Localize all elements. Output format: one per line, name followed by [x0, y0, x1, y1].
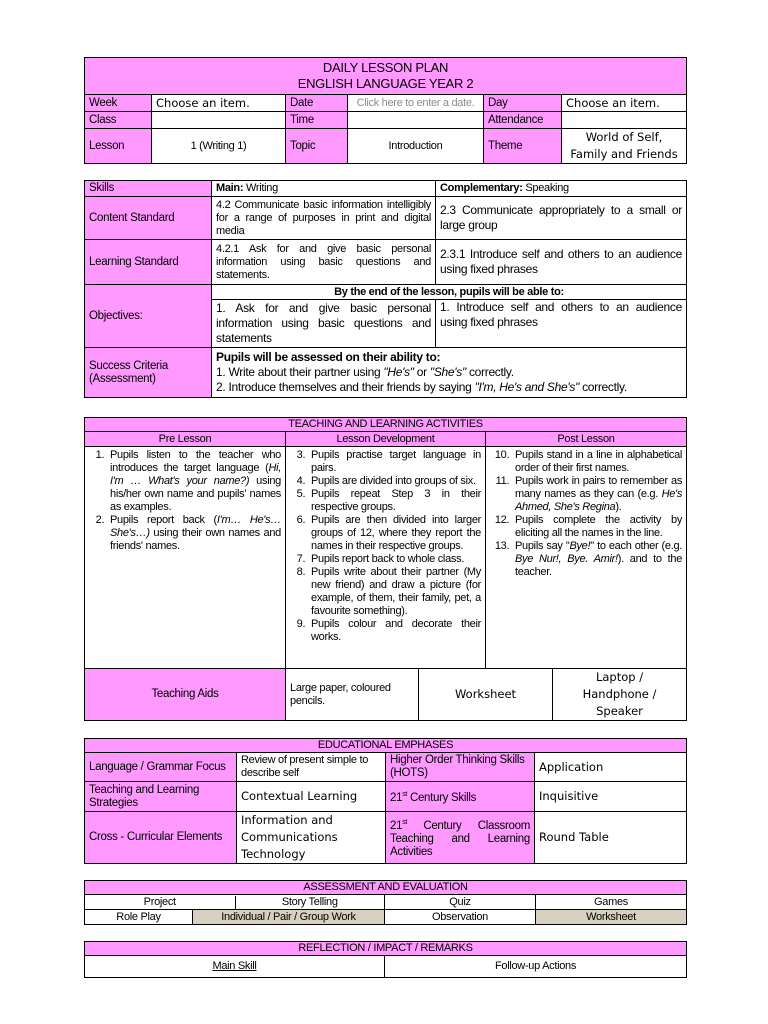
learning-standard-comp: 2.3.1 Introduce self and others to an audience using fixed phrases: [436, 240, 687, 285]
main-skill: [212, 181, 436, 197]
topic-label: Topic: [286, 129, 348, 164]
grammar-focus-label: Language / Grammar Focus: [85, 753, 237, 782]
post-step-13-bye: Bye!: [569, 540, 591, 552]
plan-title: [85, 58, 687, 95]
emphases-table: [84, 738, 686, 864]
assessment-quiz[interactable]: Quiz: [385, 895, 536, 910]
assessment-worksheet[interactable]: Worksheet: [536, 910, 687, 925]
success-1-hes: "He's": [383, 365, 414, 379]
post-step-12: 12. Pupils complete the activity by eliciting all the names in the line.: [512, 514, 682, 540]
cross-curricular-label: Cross - Curricular Elements: [85, 812, 237, 864]
post-step-11-end: ).: [615, 501, 622, 513]
follow-up-heading: Follow-up Actions: [385, 956, 687, 978]
classroom-activities-num: 21: [390, 819, 403, 832]
main-skill-value: Writing: [243, 182, 278, 194]
complementary-skill: [436, 181, 687, 197]
pre-step-1: [107, 449, 281, 514]
classroom-activities-value: Round Table: [535, 812, 687, 864]
success-label-line1: Success Criteria: [89, 359, 168, 372]
assessment-row-1-left: [85, 895, 385, 910]
century-skills-text: Century Skills: [407, 791, 477, 804]
dev-step-4: 4. Pupils are divided into groups of six.: [308, 475, 481, 488]
theme-line2: Family and Friends: [570, 147, 678, 161]
content-standard-label: Content Standard: [85, 197, 212, 240]
theme-line1: World of Self,: [585, 130, 663, 144]
comp-skill-value: Speaking: [522, 182, 569, 194]
cross-curricular-line1: Information and: [241, 813, 333, 827]
post-step-11-text: Pupils work in pairs to remember as many names as they can (e.g.: [515, 475, 683, 500]
success-2-text: 2. Introduce themselves and their friends by saying: [216, 380, 475, 394]
week-dropdown[interactable]: Choose an item.: [152, 95, 286, 112]
post-step-13-phrase: Bye Nur!, Bye. Amir!: [515, 553, 618, 565]
teaching-aid-worksheet: Worksheet: [419, 669, 553, 721]
success-criteria: [212, 348, 687, 398]
objective-main: 1. Ask for and give basic personal information using basic questions and statements: [212, 300, 436, 348]
cross-curricular-line2: Communications: [241, 830, 338, 844]
main-skill-prefix: Main:: [216, 182, 244, 194]
assessment-games[interactable]: Games: [536, 895, 687, 910]
century-skills-sup: st: [402, 791, 408, 799]
theme-label: Theme: [484, 129, 562, 164]
time-field[interactable]: [348, 112, 484, 129]
date-label: Date: [286, 95, 348, 112]
hots-value: Application: [535, 753, 687, 782]
class-label: Class: [85, 112, 152, 129]
objectives-label: Objectives:: [85, 285, 212, 348]
success-1-shes: "She's": [429, 365, 466, 379]
week-label: Week: [85, 95, 152, 112]
teaching-aid-devices-line2: Handphone /: [582, 687, 657, 701]
pre-step-2-end: using their own names and friends' names.: [110, 527, 281, 552]
classroom-activities-sup: st: [402, 819, 408, 827]
teaching-aid-devices: [553, 669, 687, 721]
lesson-header-table: [84, 57, 686, 164]
classroom-activities-text: Century Classroom Teaching and Learning Activities: [390, 819, 530, 858]
emphases-title: EDUCATIONAL EMPHASES: [85, 739, 687, 753]
attendance-field[interactable]: [562, 112, 687, 129]
success-2-end: correctly.: [579, 380, 627, 394]
success-item-2: [216, 380, 682, 395]
objective-comp: 1. Introduce self and others to an audience using fixed phrases: [436, 300, 687, 348]
success-1-text: 1. Write about their partner using: [216, 365, 384, 379]
dev-step-7: 7. Pupils report back to whole class.: [308, 553, 481, 566]
pre-lesson-header: Pre Lesson: [85, 432, 286, 447]
objectives-intro: By the end of the lesson, pupils will be able to:: [212, 285, 687, 300]
classroom-activities-label: [386, 812, 535, 864]
assessment-story-telling[interactable]: Story Telling: [281, 895, 338, 908]
post-lesson-header: Post Lesson: [486, 432, 687, 447]
pre-step-2-phrase: I'm… He's… She's…): [110, 514, 281, 539]
day-label: Day: [484, 95, 562, 112]
plan-title-line1: DAILY LESSON PLAN: [322, 60, 449, 75]
strategies-value: Contextual Learning: [237, 782, 386, 812]
success-label-line2: (Assessment): [89, 372, 156, 385]
dev-step-3: 3. Pupils practise target language in pairs.: [308, 449, 481, 475]
pre-lesson-steps: [85, 447, 286, 669]
century-skills-label: [386, 782, 535, 812]
lesson-development-steps: [286, 447, 486, 669]
assessment-group-work[interactable]: Individual / Pair / Group Work: [193, 910, 385, 925]
assessment-title: ASSESSMENT AND EVALUATION: [85, 881, 687, 895]
post-lesson-steps: [486, 447, 687, 669]
hots-label: Higher Order Thinking Skills (HOTS): [386, 753, 535, 782]
teaching-aid-devices-line3: Speaker: [596, 704, 643, 718]
topic-value: Introduction: [348, 129, 484, 164]
date-picker[interactable]: Click here to enter a date.: [348, 95, 484, 112]
time-label: Time: [286, 112, 348, 129]
class-field[interactable]: [152, 112, 286, 129]
teaching-aid-devices-line1: Laptop /: [595, 670, 644, 684]
dev-step-6: 6. Pupils are then divided into larger groups of 12, where they report the names in their respective groups.: [308, 514, 481, 553]
content-standard-main: 4.2 Communicate basic information intelligibly for a range of purposes in print and digital media: [212, 197, 436, 240]
success-item-1: [216, 365, 682, 380]
content-standard-comp: 2.3 Communicate appropriately to a small or large group: [436, 197, 687, 240]
success-1-or: or: [413, 365, 430, 379]
comp-skill-prefix: Complementary:: [440, 182, 523, 194]
dev-step-8: 8. Pupils write about their partner (My new friend) and draw a picture (for example, of them, their family, pet, a favourite something).: [308, 566, 481, 618]
reflection-table: [84, 941, 686, 978]
success-1-end: correctly.: [465, 365, 514, 379]
post-step-11-phrase: He's Ahmed, She's Regina: [515, 488, 683, 513]
pre-step-2-text: Pupils report back (: [110, 514, 217, 526]
post-step-13-text: Pupils say ": [515, 540, 570, 552]
theme-value: [562, 129, 687, 164]
attendance-label: Attendance: [484, 112, 562, 129]
main-skill-heading: Main Skill: [85, 956, 385, 978]
dev-step-5: 5. Pupils repeat Step 3 in their respective groups.: [308, 488, 481, 514]
post-step-13: [512, 540, 682, 579]
success-criteria-label: [85, 348, 212, 398]
learning-standard-label: Learning Standard: [85, 240, 212, 285]
cross-curricular-line3: Technology: [241, 847, 306, 861]
post-step-10: 10. Pupils stand in a line in alphabetical order of their first names.: [512, 449, 682, 475]
teaching-aids-label: Teaching Aids: [85, 669, 286, 721]
activities-title: TEACHING AND LEARNING ACTIVITIES: [85, 418, 687, 432]
cross-curricular-value: [237, 812, 386, 864]
plan-title-line2: ENGLISH LANGUAGE YEAR 2: [297, 76, 474, 91]
reflection-title: REFLECTION / IMPACT / REMARKS: [85, 942, 687, 956]
assessment-role-play[interactable]: Role Play: [85, 910, 193, 925]
pre-step-1-text: Pupils listen to the teacher who introduces the target language (: [110, 449, 281, 474]
learning-standard-main: 4.2.1 Ask for and give basic personal information using basic questions and statements.: [212, 240, 436, 285]
century-skills-value: Inquisitive: [535, 782, 687, 812]
lesson-label: Lesson: [85, 129, 152, 164]
teaching-aid-paper: Large paper, coloured pencils.: [286, 669, 419, 721]
post-step-13-mid: " to each other (e.g.: [590, 540, 683, 552]
assessment-project[interactable]: Project: [85, 896, 235, 909]
dev-step-9: 9. Pupils colour and decorate their works.: [308, 618, 481, 644]
assessment-observation[interactable]: Observation: [385, 910, 536, 925]
century-skills-num: 21: [390, 791, 403, 804]
success-2-phrases: "I'm, He's and She's": [474, 380, 580, 394]
day-dropdown[interactable]: Choose an item.: [562, 95, 687, 112]
assessment-table: [84, 880, 686, 925]
lesson-value: 1 (Writing 1): [152, 129, 286, 164]
pre-step-1-phrase: Hi, I'm … What's your name?): [110, 462, 281, 487]
success-intro: Pupils will be assessed on their ability to:: [216, 350, 441, 364]
post-step-11: [512, 475, 682, 514]
skills-label: Skills: [85, 181, 212, 197]
pre-step-2: [107, 514, 281, 553]
pre-step-1-end: using his/her own name and pupils' names as examples.: [110, 475, 281, 513]
lesson-development-header: Lesson Development: [286, 432, 486, 447]
skills-table: [84, 180, 686, 398]
strategies-label: Teaching and Learning Strategies: [85, 782, 237, 812]
post-step-13-end: ). and to the teacher.: [515, 553, 683, 578]
grammar-focus-value: Review of present simple to describe self: [237, 753, 386, 782]
activities-table: [84, 417, 686, 721]
